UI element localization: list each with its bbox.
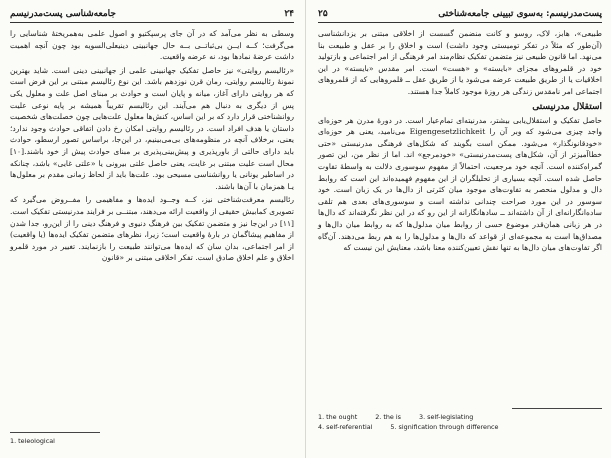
left-footnote-rule bbox=[10, 432, 100, 433]
right-page-body-continued bbox=[318, 115, 602, 254]
page-gutter bbox=[305, 0, 306, 458]
left-paragraph-2: «رئالیسم روایتی» نیز حاصل تفکیک جهانبینی علمی از جهانبینی دینی است. شاید بهترین نمونهٔ رئالیسم روایتی، رمان قرن نوزدهم باشد. این نوع رئالیسم مبتنی بر این فرض است که هر روایتی دارای آغاز، میانه و پایان است و حوادث بر مبنای اصل علت و معلول یکی پس از دیگری به دنبال هم می‌آیند. این رئالیسم تقریباً همیشه بر پایه نوعی علیت روانشناختی قرار دارد که بر این اساس، کنش‌ها معلول علت‌هایی چون خصلت‌های شخصیت داستان یا هدف افراد است. در رئالیسم روایتی امکان رخ دادن اتفاقی حوادث وجود ندارد؛ یعنی، برخلاف آنچه در منظومه‌های بی‌می‌بینیم، در این‌جا، براساس تصور ارسطو، حوادث باید دارای حالتی از باورپذیری و پیش‌بینی‌پذیری بر مبنای حوادث پیش از خود باشند.[۱۰] محال است علیت مبتنی بر غایت، یعنی حاصل علتی بیرونی یا «علتی غایی» باشد، چنانکه در اساطیر یونانی یا روانشناسی مسیحی بود. علت‌ها باید از لحاظ زمانی مقدم بر معلول‌ها یـا همزمان با آن‌ها باشند. bbox=[9, 65, 294, 191]
right-footnote-2: 2. the is bbox=[375, 413, 401, 421]
right-page-body bbox=[318, 28, 602, 98]
right-footnote-1: 1. the ought bbox=[318, 413, 358, 421]
right-page-running-title: پست‌مدرنیسم: به‌سوی تبیینی جامعه‌شناختی bbox=[438, 9, 602, 19]
left-footnotes bbox=[10, 436, 55, 446]
right-footnote-4: 4. self-referential bbox=[318, 423, 373, 431]
right-footnote-5: 5. signification through difference bbox=[390, 423, 499, 431]
left-page-number: ۲۴ bbox=[284, 9, 294, 19]
right-paragraph-2: حاصل تفکیک و استقلال‌یابی بیشتر، مدرنیته‌ای تمام‌عیار است. در دورهٔ مدرن هر حوزه‌ای واجد چیزی می‌شود که وبر آن را Eigengesetzlichkeit می‌نامید، یعنی هر حوزه‌ای «خودقانونگذار» می‌شود. ممکن است بگویند که شکل‌های فرهنگی مدرنیستی «حتی خطاآمیزتر از آن، شکل‌های پست‌مدرنیستی» «خودمرجع» اند. اما از نظر من، این تصور گمراه‌کننده است. آنچه خود مرجعیت، احتمالاً از مفهوم سوسوری دلالت به واسطهٔ تفاوت حاصل شده است. آنچه بسیاری از تحلیلگران از این مفهوم فهمیده‌اند این است که روابط دال و مدلول منحصر به تفاوت‌های موجود میان کثرتی از دال‌ها در یک زبان است. خود سوسور در این مورد صراحت چندانی نداشته است و سوسوری‌های بعدی هم تلقی ساده‌انگارانه‌ای از آن داشته‌اند ــ سادهانگارانه از این رو که در این نظر نگرفته‌اند که دال‌ها در هر زبانی همان‌قدر موضوع حسی از روابط میان مدلول‌ها که به روابط میان دال‌ها و مصداق‌ها است به مجموعه‌ای از قواعد که دال‌ها و مدلول‌ها را به هم ربط می‌دهند. آن‌گاه اگر تفاوت‌های میان دال‌ها به تنها نقش تعیین‌کننده معنا باشد، معنایش این نیست که bbox=[318, 115, 602, 253]
right-paragraph-1: طبیعی»، هابز، لاک، روسو و کانت منضمن گسست از اخلاقی مبتنی بر یزدانشناسی (آن‌طور که مثلاً در تفکر تومیستی وجود داشت) است و اخلاق را بر عقل و طبیعت بنا می‌نهد. اما قانون طبیعی نیز متضمن تفکیک نظام‌مند امر فرهنگی از امر اجتماعی و بازتولید خود در قلمروهای مجزای «بایسته» و «هست» است. امر مقدس «بایسته» در این اخلاقیات یا از طریق طبیعت عرضه می‌شود یا از طریق عقل ــ قلمروهایی که از قلمروهای اجتماعی امر نامقدس زندگی هر روزهٔ موجود کاملاً جدا هستند. bbox=[318, 29, 602, 96]
right-footnote-3: 3. self-legislating bbox=[419, 413, 474, 421]
right-page-header bbox=[318, 8, 602, 20]
left-footnote-1: 1. teleological bbox=[10, 437, 55, 445]
left-page bbox=[10, 8, 294, 452]
right-page-number: ۲۵ bbox=[318, 9, 328, 19]
section-heading: استقلال مدرنیستی bbox=[532, 101, 602, 112]
left-paragraph-1: وسطی به نظر می‌آمد که در آن جای پرسپکتیو و اصول علمی به‌همریختهٔ شناسایی را می‌گرفت؛ کــه ایــن بی‌ثباتــی بــه حال جهانبینی دینیعلی‌السویه بود چون آنچه اهمیت داشت عرضهٔ نمادها بود، نه عرضه واقعیت. bbox=[10, 29, 294, 62]
left-page-header bbox=[10, 8, 294, 20]
left-page-running-title: جامعه‌شناسی پست‌مدرنیسم bbox=[10, 9, 116, 19]
left-header-rule bbox=[10, 22, 294, 23]
right-footnote-rule bbox=[512, 408, 602, 409]
left-paragraph-3: رئالیسم معرفت‌شناختی نیز، کــه وجــود ایده‌ها و مفاهیمی را مفــروض می‌گیرد که تصویری کمابیش حقیقی از واقعیت ارائه می‌دهند، مبتنــی بر فرایند مدرنیستی تفکیک است.[۱۱] در این‌جا نیز و متضمن تفکیک بین فرهنگ دنیوی و فرهنگ دینی را از این‌رو، جدا شدن از مفاهیم پیشاگمان در بارهٔ واقعیت است؛ زیرا، نظرهای متضمن تفکیک ایده‌ها (یا واقعیت) از امر اجتماعی، بدان سان که ایده‌ها می‌توانند طبیعت را بازنمایند. تغییر در مورد قلمرو اخلاق و علم اخلاق صادق است. تفکر اخلاقی مبتنی بر «قانون bbox=[10, 195, 294, 263]
right-header-rule bbox=[318, 22, 602, 23]
right-footnotes bbox=[318, 412, 602, 432]
left-page-body bbox=[10, 28, 294, 264]
right-page bbox=[318, 8, 602, 452]
